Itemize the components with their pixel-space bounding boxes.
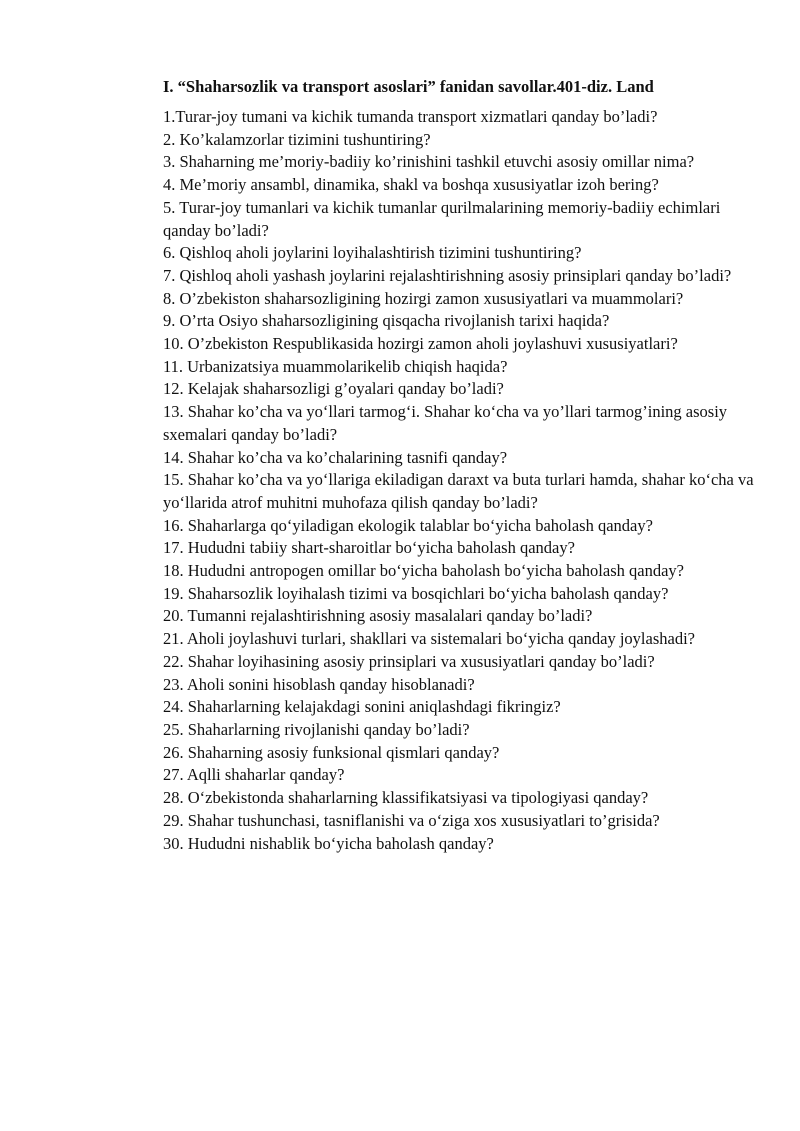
question-item: 9. O’rta Osiyo shaharsozligining qisqacha rivojlanish tarixi haqida?	[163, 311, 610, 331]
document-title: I. “Shaharsozlik va transport asoslari” fanidan savollar.401-diz. Land	[163, 77, 654, 96]
question-item: 13. Shahar ko’cha va yo‘llari tarmog‘i. Shahar ko‘cha va yo’llari tarmog’ining asosiy sxemalari qanday bo’ladi?	[163, 402, 728, 444]
question-item: 11. Urbanizatsiya muammolarikelib chiqish haqida?	[163, 356, 508, 376]
question-item: 22. Shahar loyihasining asosiy prinsiplari va xususiyatlari qanday bo’ladi?	[163, 651, 655, 671]
question-item: 5. Turar-joy tumanlari va kichik tumanlar qurilmalarining memoriy-badiiy echimlari qanday bo’ladi?	[163, 197, 721, 240]
question-item: 18. Hududni antropogen omillar bo‘yicha baholash bo‘yicha baholash qanday?	[163, 561, 684, 581]
question-item: 30. Hududni nishablik bo‘yicha baholash qanday?	[163, 833, 494, 853]
question-item: 24. Shaharlarning kelajakdagi sonini aniqlashdagi fikringiz?	[163, 697, 561, 717]
question-item: 8. O’zbekiston shaharsozligining hozirgi zamon xususiyatlari va muammolari?	[163, 288, 684, 308]
question-item: 26. Shaharning asosiy funksional qismlari qanday?	[163, 742, 500, 762]
question-item: 28. O‘zbekistonda shaharlarning klassifikatsiyasi va tipologiyasi qanday?	[163, 788, 649, 808]
question-list	[163, 106, 763, 855]
question-item: 23. Aholi sonini hisoblash qanday hisoblanadi?	[163, 674, 475, 694]
question-item: 14. Shahar ko’cha va ko’chalarining tasnifi qanday?	[163, 447, 508, 467]
question-item: 29. Shahar tushunchasi, tasniflanishi va o‘ziga xos xususiyatlari to’grisida?	[163, 810, 660, 830]
question-item: 6. Qishloq aholi joylarini loyihalashtirish tizimini tushuntiring?	[163, 243, 582, 263]
question-item: 1.Turar-joy tumani va kichik tumanda transport xizmatlari qanday bo’ladi?	[163, 107, 658, 126]
document-page	[163, 76, 763, 855]
question-item: 2. Ko’kalamzorlar tizimini tushuntiring?	[163, 129, 431, 149]
question-item: 17. Hududni tabiiy shart-sharoitlar bo‘yicha baholash qanday?	[163, 538, 575, 558]
question-item: 27. Aqlli shaharlar qanday?	[163, 765, 345, 785]
question-item: 3. Shaharning me’moriy-badiiy ko’rinishini tashkil etuvchi asosiy omillar nima?	[163, 152, 695, 172]
question-item: 15. Shahar ko’cha va yo‘llariga ekiladigan daraxt va buta turlari hamda, shahar ko‘cha va yo‘llarida atrof muhitni muhofaza qilish qanday bo’ladi?	[163, 470, 754, 512]
question-item: 25. Shaharlarning rivojlanishi qanday bo’ladi?	[163, 719, 470, 739]
question-item: 4. Me’moriy ansambl, dinamika, shakl va boshqa xususiyatlar izoh bering?	[163, 175, 659, 195]
question-item: 16. Shaharlarga qo‘yiladigan ekologik talablar bo‘yicha baholash qanday?	[163, 515, 653, 535]
question-item: 20. Tumanni rejalashtirishning asosiy masalalari qanday bo’ladi?	[163, 606, 593, 626]
question-item: 7. Qishloq aholi yashash joylarini rejalashtirishning asosiy prinsiplari qanday bo’ladi?	[163, 265, 732, 285]
question-item: 21. Aholi joylashuvi turlari, shakllari va sistemalari bo‘yicha qanday joylashadi?	[163, 629, 695, 649]
question-item: 19. Shaharsozlik loyihalash tizimi va bosqichlari bo‘yicha baholash qanday?	[163, 583, 669, 603]
question-item: 10. O’zbekiston Respublikasida hozirgi zamon aholi joylashuvi xususiyatlari?	[163, 334, 678, 354]
question-item: 12. Kelajak shaharsozligi g’oyalari qanday bo’ladi?	[163, 379, 504, 399]
